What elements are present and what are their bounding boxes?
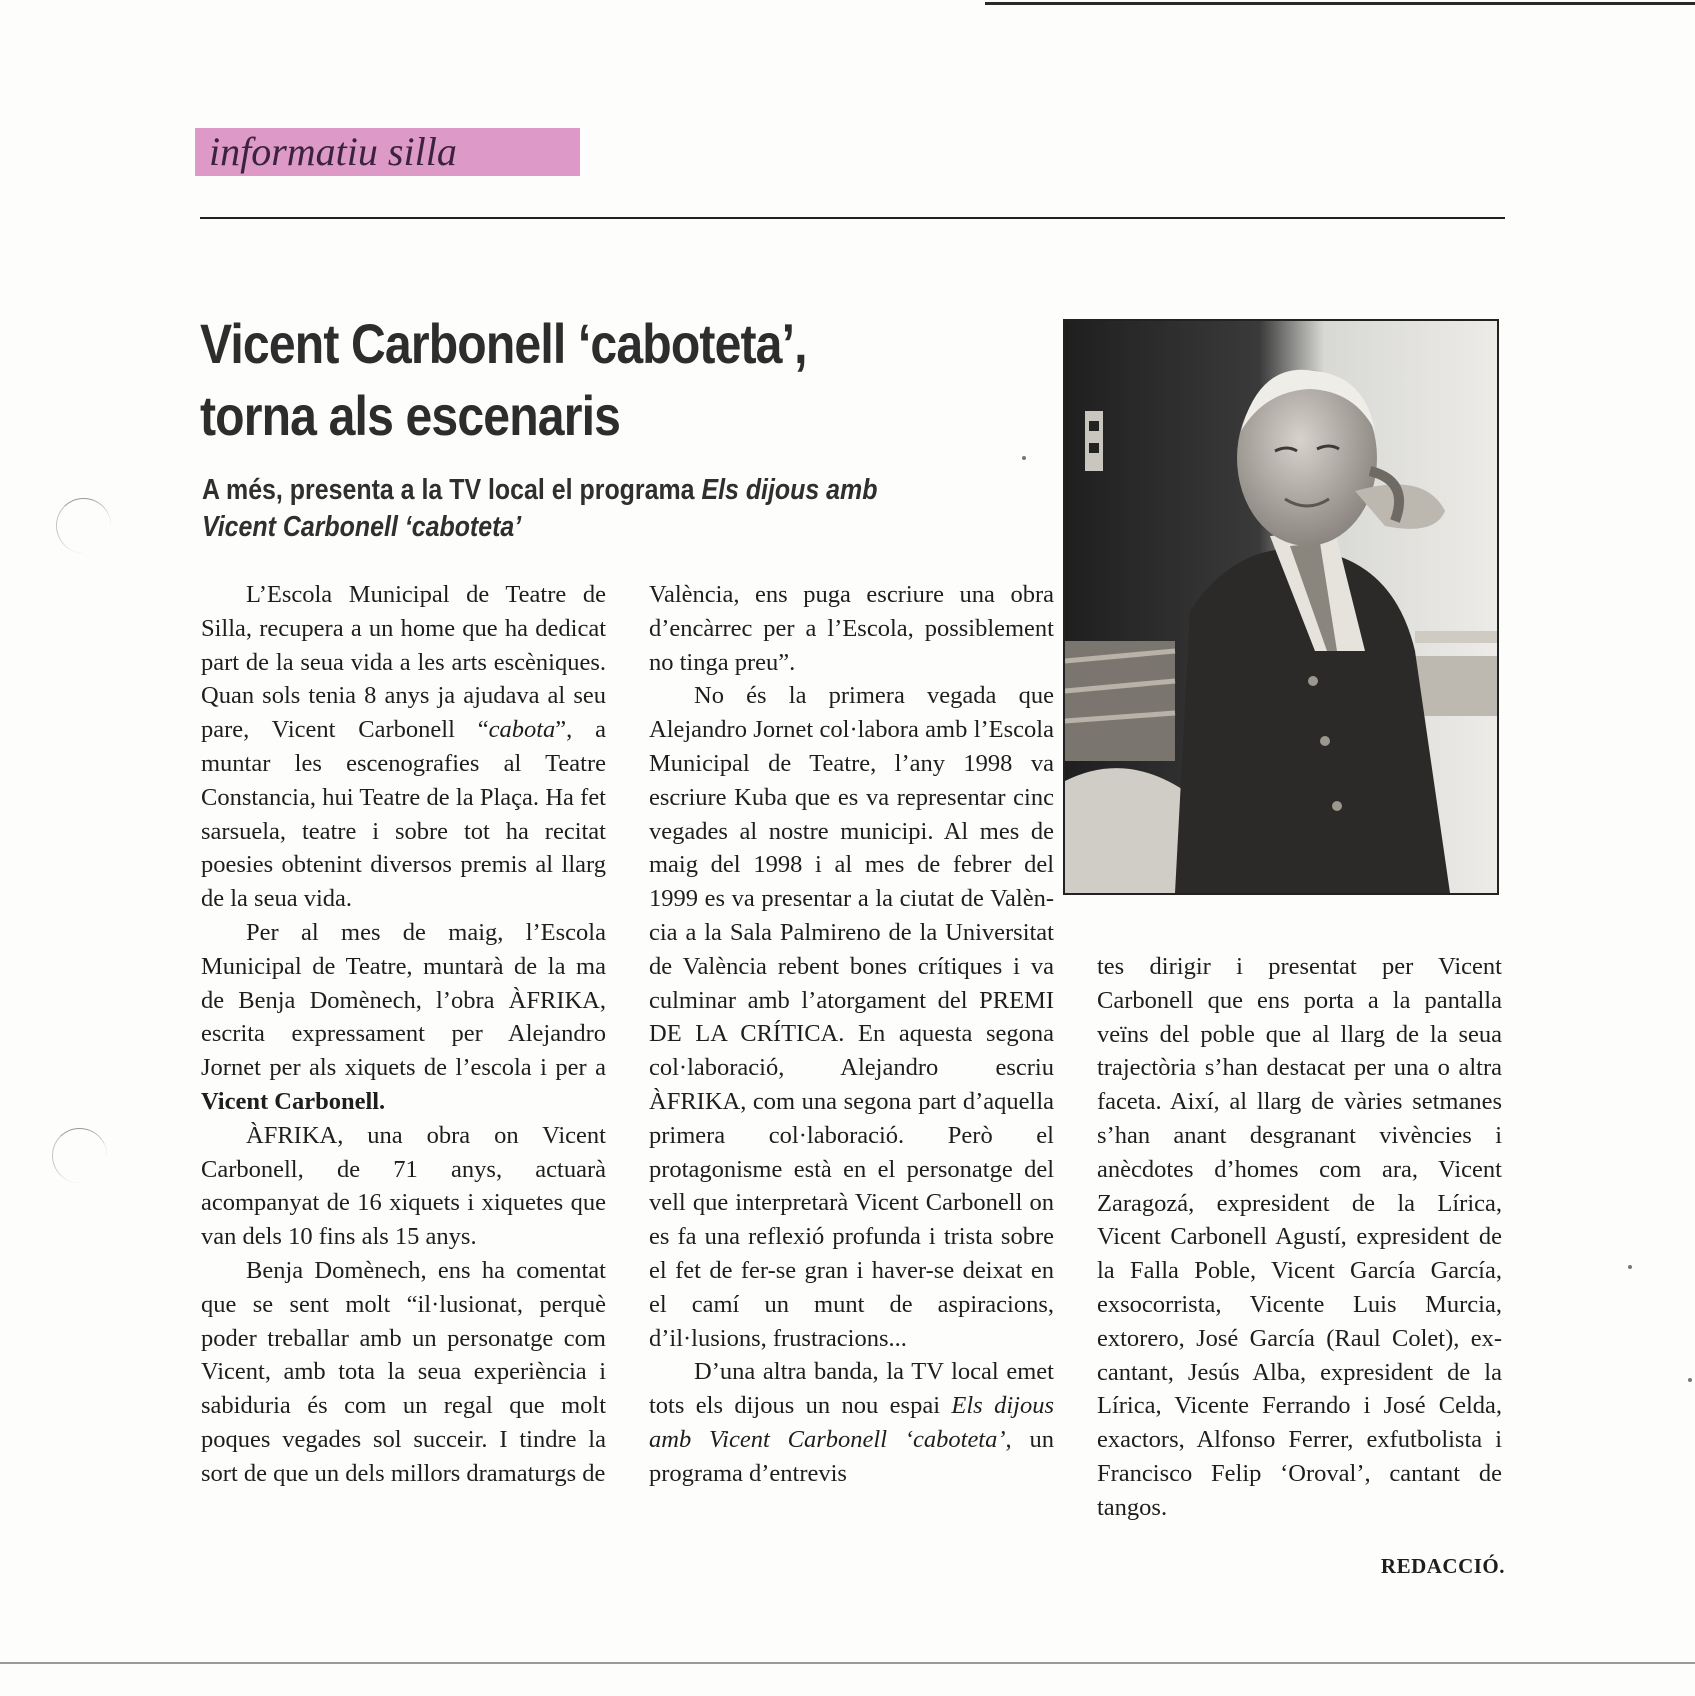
col1-paragraph-2 <box>201 916 606 1119</box>
col2-p3-text-a: D’una altra banda, la TV local emet tots els dijous un nou espai <box>649 1358 1054 1420</box>
article-column-2 <box>649 578 1054 1491</box>
headline-line-2: torna als escenaris <box>200 384 621 447</box>
section-tag: informatiu silla <box>195 128 580 176</box>
col1-paragraph-3: ÀFRIKA, una obra on Vicent Carbonell, de 71 anys, actuarà acompanyat de 16 xiquets i xiquetes que van dels 10 fins als 15 anys. <box>201 1121 606 1251</box>
punch-hole-upper <box>56 498 111 553</box>
col2-paragraph-1: València, ens puga escriure una obra d’encàrrec per a l’Escola, possiblement no tinga preu”. <box>649 581 1054 676</box>
article-headline <box>200 308 905 452</box>
col2-paragraph-3 <box>649 1355 1054 1490</box>
subhead-lead: A més, presenta a la TV local el programa <box>202 474 702 506</box>
portrait-photo-icon <box>1063 319 1499 895</box>
scan-speck <box>1688 1378 1692 1382</box>
article-column-1 <box>201 578 606 1491</box>
punch-hole-lower <box>52 1128 107 1183</box>
col1-paragraph-1 <box>201 578 606 916</box>
headline-line-1: Vicent Carbonell ‘caboteta’, <box>200 312 807 375</box>
col2-p3-italic: Els dijous amb Vicent Carbonell ‘caboteta’ <box>649 1392 1054 1453</box>
article-column-3 <box>1097 950 1502 1525</box>
scan-speck <box>1628 1265 1632 1269</box>
col1-p1-italic: cabota <box>488 716 556 744</box>
col1-p1-text-b: ”, a muntar les escenografies al Teatre Constancia, hui Teatre de la Plaça. Ha fet sarsuela, teatre i sobre tot ha recitat poesies obtenint diversos premis al llarg de la seua vida. <box>201 716 606 913</box>
col3-paragraph-1: tes dirigir i presentat per Vicent Carbonell que ens porta a la pantalla veïns del poble que al llarg de la seua trajectòria s’han destacat per una o altra faceta. Així, al llarg de vàries setmanes s’han anant desgranant vivències i anècdotes d’homes com ara, Vicent Zaragozá, expresident de la Lírica, Vicent Carbonell Agustí, expresident de la Falla Poble, Vicent García García, exsocorrista, Vicente Luis Murcia, extorero, José García (Raul Colet), excantant, Jesús Alba, expresident de la Lírica, Vicente Ferrando i José Celda, exactors, Alfonso Ferrer, exfutbolista i Francisco Felip ‘Oroval’, cantant de tangos. <box>1097 953 1502 1521</box>
article-signature: REDACCIÓ. <box>1380 1554 1505 1578</box>
article-subheadline <box>202 472 950 546</box>
header-rule <box>200 217 1505 219</box>
subhead-program-title: Els dijous amb Vicent Carbonell ‘caboteta’ <box>202 474 878 543</box>
col2-paragraph-2: No és la primera vegada que Alejandro Jornet col·labora amb l’Escola Municipal de Teatre, l’any 1998 va escriure Kuba que es va representar cinc vegades al nostre municipi. Al mes de maig del 1998 i al mes de febrer del 1999 es va presentar a la ciutat de València a la Sala Palmireno de la Universitat de València rebent bones crítiques i va culminar amb l’atorgament del PREMI DE LA CRÍTICA. En aquesta segona col·laboració, Alejandro escriu ÀFRIKA, com una segona part d’aquella primera col·laboració. Però el protagonisme està en el personatge del vell que interpretarà Vicent Carbonell on es fa una reflexió profunda i trista sobre el fet de fer-se gran i haver-se deixat en el camí un munt de aspiracions, d’il·lusions, frustracions... <box>649 682 1054 1352</box>
col1-p1-text-a: L’Escola Municipal de Teatre de Silla, recupera a un home que ha dedicat part de la seua vida a les arts escèniques. Quan sols tenia 8 anys ja ajudava al seu pare, Vicent Carbonell “ <box>201 581 606 744</box>
scan-edge-bottom <box>0 1662 1695 1664</box>
photo-illustration <box>1065 321 1497 893</box>
col1-p2-bold: Vicent Carbonell. <box>201 1087 386 1115</box>
scan-edge-top <box>985 2 1695 5</box>
col1-p2-text: Per al mes de maig, l’Escola Municipal de Teatre, muntarà de la ma de Benja Domènech, l’obra ÀFRIKA, escrita expressament per Alejandro Jornet per als xiquets de l’escola i per a <box>201 918 606 1082</box>
col1-paragraph-4: Benja Domènech, ens ha comentat que se sent molt “il·lusionat, perquè poder treballar amb un personatge com Vicent, amb tota la seua experiència i sabiduria és com un regal que molt poques vegades sol succeir. I tindre la sort de que un dels millors dramaturgs de <box>201 1256 606 1487</box>
scan-speck <box>1022 456 1026 460</box>
col2-p3-text-b: , un programa d’entrevis <box>649 1425 1054 1487</box>
